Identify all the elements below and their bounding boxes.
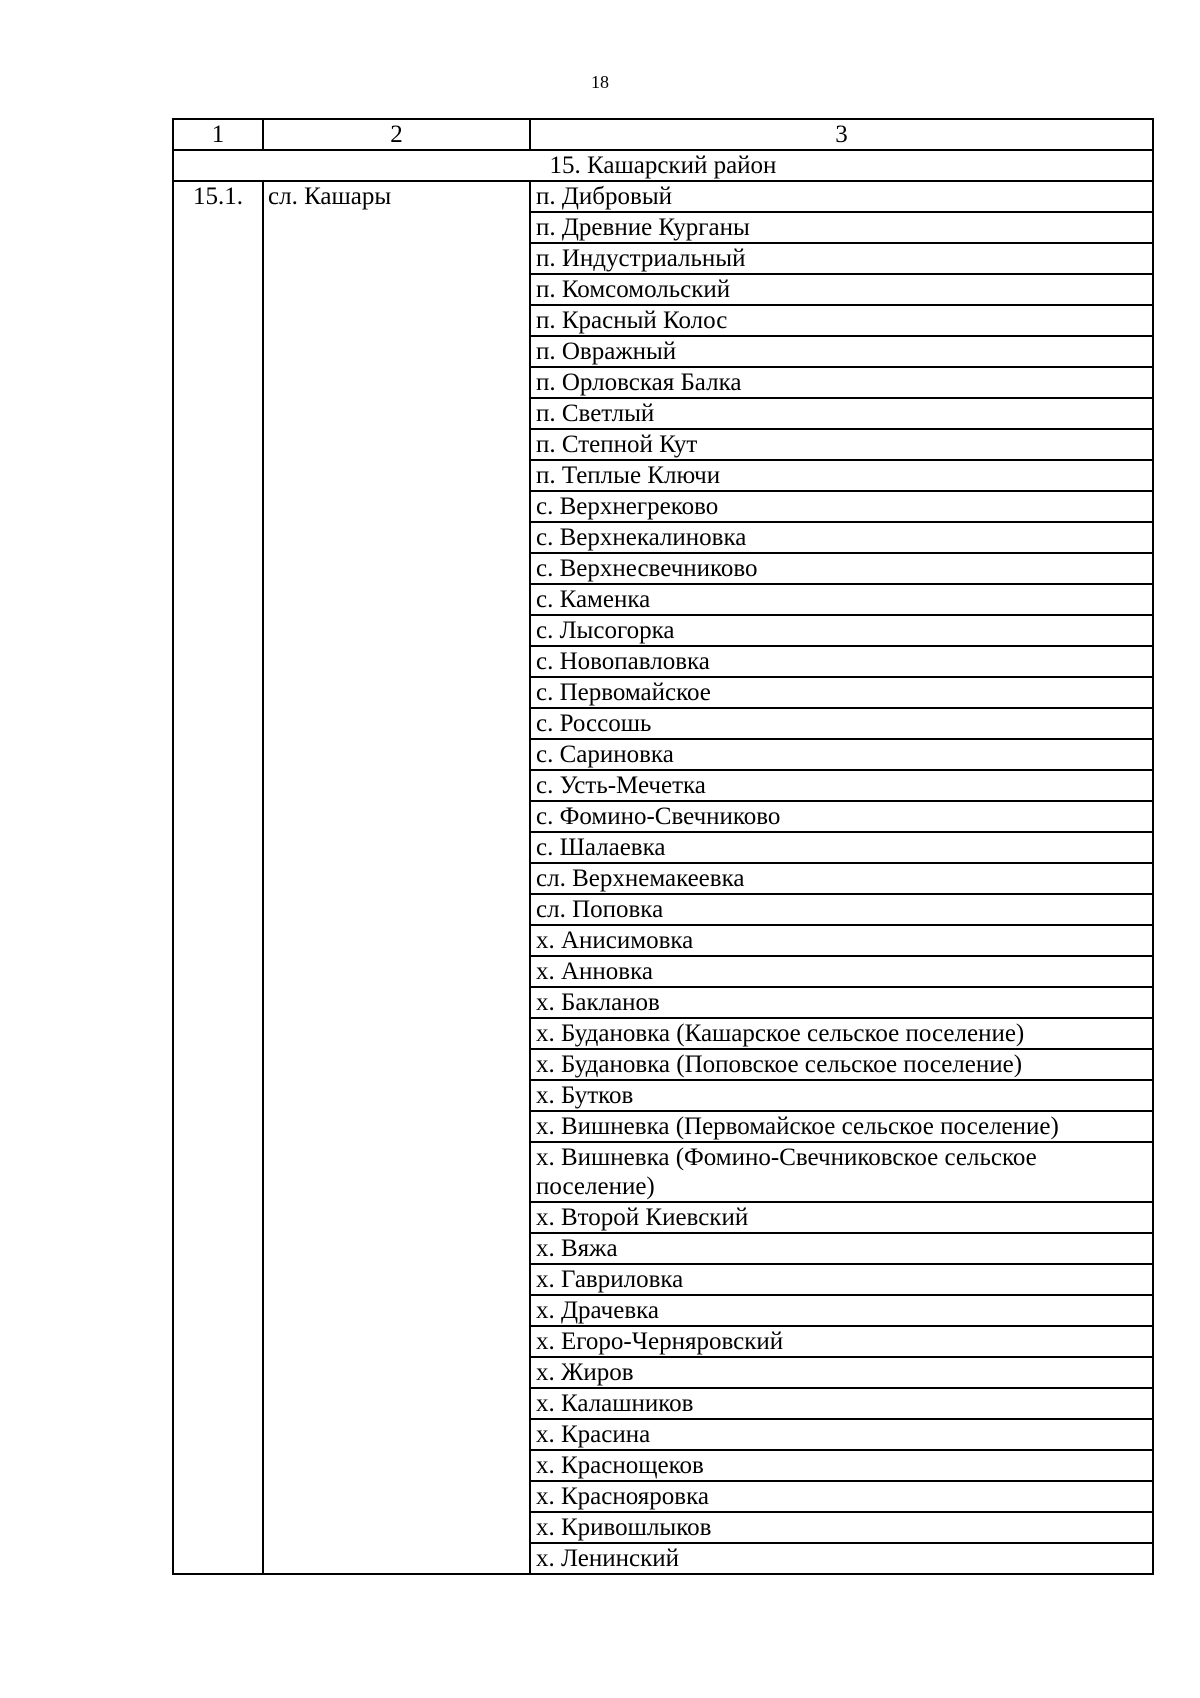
settlement-cell: п. Индустриальный — [530, 243, 1153, 274]
header-row — [173, 119, 1153, 150]
settlement-cell: с. Первомайское — [530, 677, 1153, 708]
settlement-cell: х. Ленинский — [530, 1543, 1153, 1574]
settlement-cell: х. Егоро-Черняровский — [530, 1326, 1153, 1357]
settlement-cell: с. Верхнегреково — [530, 491, 1153, 522]
settlement-cell: х. Краснощеков — [530, 1450, 1153, 1481]
settlement-cell: п. Степной Кут — [530, 429, 1153, 460]
settlement-cell: х. Вяжа — [530, 1233, 1153, 1264]
settlement-cell: х. Гавриловка — [530, 1264, 1153, 1295]
settlement-cell: п. Красный Колос — [530, 305, 1153, 336]
center-name: сл. Кашары — [263, 181, 530, 1574]
settlement-cell: с. Усть-Мечетка — [530, 770, 1153, 801]
settlement-cell: с. Фомино-Свечниково — [530, 801, 1153, 832]
page-number: 18 — [591, 72, 609, 92]
section-row — [173, 150, 1153, 181]
settlement-cell: х. Бакланов — [530, 987, 1153, 1018]
settlement-cell: х. Анновка — [530, 956, 1153, 987]
settlement-cell: х. Вишневка (Первомайское сельское поселение) — [530, 1111, 1153, 1142]
settlement-cell: сл. Поповка — [530, 894, 1153, 925]
settlement-cell: х. Анисимовка — [530, 925, 1153, 956]
table-row — [173, 181, 1153, 212]
settlement-cell: с. Шалаевка — [530, 832, 1153, 863]
settlements-table — [172, 118, 1154, 1575]
settlement-cell: п. Дибровый — [530, 181, 1153, 212]
row-number: 15.1. — [173, 181, 263, 1574]
settlement-cell: с. Верхнекалиновка — [530, 522, 1153, 553]
header-cell-3: 3 — [530, 119, 1153, 150]
settlement-cell: с. Сариновка — [530, 739, 1153, 770]
header-cell-2: 2 — [263, 119, 530, 150]
settlement-cell: п. Орловская Балка — [530, 367, 1153, 398]
settlement-cell: х. Драчевка — [530, 1295, 1153, 1326]
settlement-cell: х. Калашников — [530, 1388, 1153, 1419]
header-cell-1: 1 — [173, 119, 263, 150]
settlement-cell: п. Комсомольский — [530, 274, 1153, 305]
settlement-cell: с. Лысогорка — [530, 615, 1153, 646]
settlement-cell: х. Красина — [530, 1419, 1153, 1450]
settlement-cell: х. Бутков — [530, 1080, 1153, 1111]
settlement-cell: х. Второй Киевский — [530, 1202, 1153, 1233]
settlement-cell: х. Будановка (Кашарское сельское поселение) — [530, 1018, 1153, 1049]
settlement-cell: п. Теплые Ключи — [530, 460, 1153, 491]
section-title: 15. Кашарский район — [173, 150, 1153, 181]
settlement-cell: с. Новопавловка — [530, 646, 1153, 677]
settlement-cell: п. Овражный — [530, 336, 1153, 367]
settlement-cell: х. Краснояровка — [530, 1481, 1153, 1512]
settlement-cell: х. Вишневка (Фомино-Свечниковское сельское поселение) — [530, 1142, 1153, 1202]
settlement-cell: сл. Верхнемакеевка — [530, 863, 1153, 894]
settlement-cell: с. Каменка — [530, 584, 1153, 615]
settlement-cell: п. Древние Курганы — [530, 212, 1153, 243]
settlement-cell: с. Россошь — [530, 708, 1153, 739]
settlement-cell: х. Кривошлыков — [530, 1512, 1153, 1543]
settlement-cell: с. Верхнесвечниково — [530, 553, 1153, 584]
settlement-cell: п. Светлый — [530, 398, 1153, 429]
settlement-cell: х. Будановка (Поповское сельское поселение) — [530, 1049, 1153, 1080]
settlement-cell: х. Жиров — [530, 1357, 1153, 1388]
